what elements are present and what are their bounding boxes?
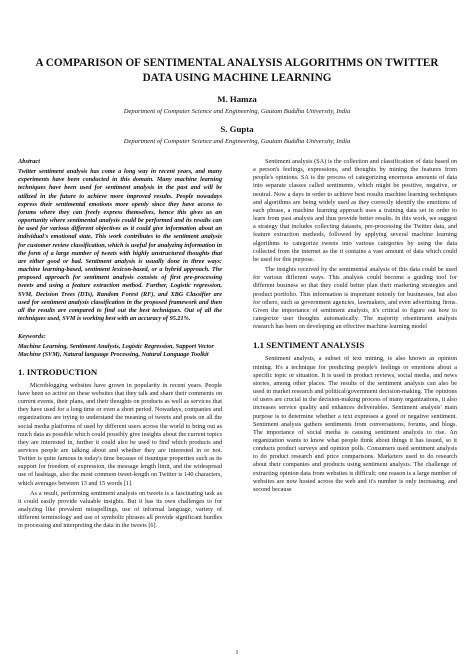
insights-paragraph: The insights received by the sentimental analysis of this data could be used for various different ways. This analysis could become a guiding tool for different business so that they could better plan their marketing strategies and product portfolio. This information is important notonly for businesses, but also for others, such as government agencies, lawmakers, and even advertising firms. Given the importance of sentiment analysis, it's critical to figure out how to categorize user thoughts automatically. The majority ofsentiment analysis research has been on developing an effective machine learning model: [253, 266, 457, 331]
keywords-heading: Keywords:: [18, 333, 46, 341]
abstract-heading: Abstract: [18, 158, 41, 165]
page-number: 1: [235, 649, 239, 656]
author-name-1: M. Hamza: [217, 94, 257, 104]
left-column: [18, 158, 222, 533]
author-affiliation-1: Department of Computer Science and Engineering, Gautam Buddha University, India: [123, 108, 351, 115]
intro-paragraph-2: As a result, performing sentiment analysis on tweets is a fascinating task as it could easily provide valuable insights. But it has its own challenges to for analyzing like prevalent misspellings, use of informal language, variety of different terminology and use of symbolic phrases all provide significant hurdles in processing and interpreting the data in the tweets [6].: [18, 489, 222, 530]
author-affiliation-2: Department of Computer Science and Engineering, Gautam Buddha University, India: [123, 138, 351, 145]
section-heading-introduction: 1. INTRODUCTION: [18, 366, 98, 377]
author-name-2: S. Gupta: [220, 124, 254, 134]
sentiment-analysis-paragraph: Sentiment analysis, a subset of text mining, is also known as opinion mining. It's a technique for predicting people's feelings or emotions about a specific topic or situation. It is used in product reviews, social media, and news stories, among other places. The results of the sentiment analysis can also be used in market research and political/government decision-making. The opinions of users are crucial in the decision-making process of many organizations, it also increases service quality and enhances deliverables. Sentiment analysis' main purpose is to determine whether a text expresses a good or negative sentiment. Sentiment analysis gathers sentiments from conversations, forums, and blogs. The importance of social media is causing sentiment analysis to rise. An organization wants to know what people think about things it has issued, so it conducts product surveys and opinion polls. Consumers used sentiment analysis to do product research and price comparisons. Marketers used to do research about their companies and products using sentiment analysis. The challenge of extracting opinion data from websites is difficult; one reason is a large number of websites are now hosted across the web and it's number is only increasing, and second because: [253, 355, 457, 493]
section-heading-sentiment-analysis: 1.1 SENTIMENT ANALYSIS: [253, 340, 365, 351]
abstract-text: Twitter sentiment analysis has come a long way in recent years, and many experiments have been conducted in this domain. Many machine learning techniques have been used for sentiment analysis in the past and will be utilized in the future to achieve more improved results. People nowadays express their sentimental emotions more openly since they have access to forums where they can freely express themselves, hence this gives us an opportunity where sentimental analysis could be performed and its results can be used for various different objectives as it could give information about an individual's emotional state. This work contributes to the sentiment analysis for customer review classification, which is useful for analyzing information in the form of a large number of tweets with highly unstructured thoughts that are either good or bad. Sentiment analysis is usually done in three ways: machine learning-based, sentiment lexicon-based, or a hybrid approach. The proposed approach for sentiment analysis consists of first pre-processing tweets and using a feature extraction method. Further, Logistic regression, SVM, Decision Trees (DTs), Random Forest (RF), and XBG Classifier are used for sentiment analysis classification in the proposed framework and then all the results are compared to find out the best techniques. Out of all the techniques used, SVM is working best with an accuracy of 95.21%.: [18, 168, 222, 322]
sa-overview-paragraph: Sentiment analysis (SA) is the collection and classification of data based on a person's feelings, expressions, and thoughts by mining the features from people's opinions. SA is the process of categorizing enormous amounts of data into separate classes called sentiments, which might be positive, negative, or neutral. Now a days in order to achieve best results machine learning techniques and algorithms are being widely used as they correctly identify the emotions of each phrase, a machine learning approach uses a training data set in order to learn from past analysis and thus provide better results. In this work, we suggest a strategy that includes collecting datasets, pre-processing the Twitter data, and feature extraction methods, followed by applying several machine learning algorithms to categorize tweets into various categories by using the data collected from the internet as the it contains a vast amount of data which could be used for this purpose.: [253, 158, 457, 263]
paper-title: A COMPARISON OF SENTIMENTAL ANALYSIS ALGORITHMS ON TWITTER DATA USING MACHINE LEARNING: [35, 57, 439, 84]
intro-paragraph-1: Microblogging websites have grown in popularity in recent years. People have been so active on these websites that they talk and share their comments on current events, their plans, and their thoughts on products as well as services that they have used for a long time or even a short period. Nowadays, companies and organizations are trying to understand the meaning of tweets and posts on all the social media platforms of used by different users across the world to bring out as much data as possible which could possibly give insights about the current topics they are interested in, further it could also be used to find which products and services people are talking about and whether they are interested in or not. Twitter is quite famous in today's time because of itsunique properties such as its support for freedom of expression, the message length limit, and the widespread use of hashtags, also the most common tweet-length on Twitter is 140 characters, which averages between 13 and 15 words [1].: [18, 381, 222, 487]
right-column: [253, 158, 457, 496]
keywords-text: Machine Learning, Sentiment Analysis, Logistic Regression, Support Vector Machine (SVM), Natural language Processing, Natural Language Toolkit: [18, 343, 214, 359]
